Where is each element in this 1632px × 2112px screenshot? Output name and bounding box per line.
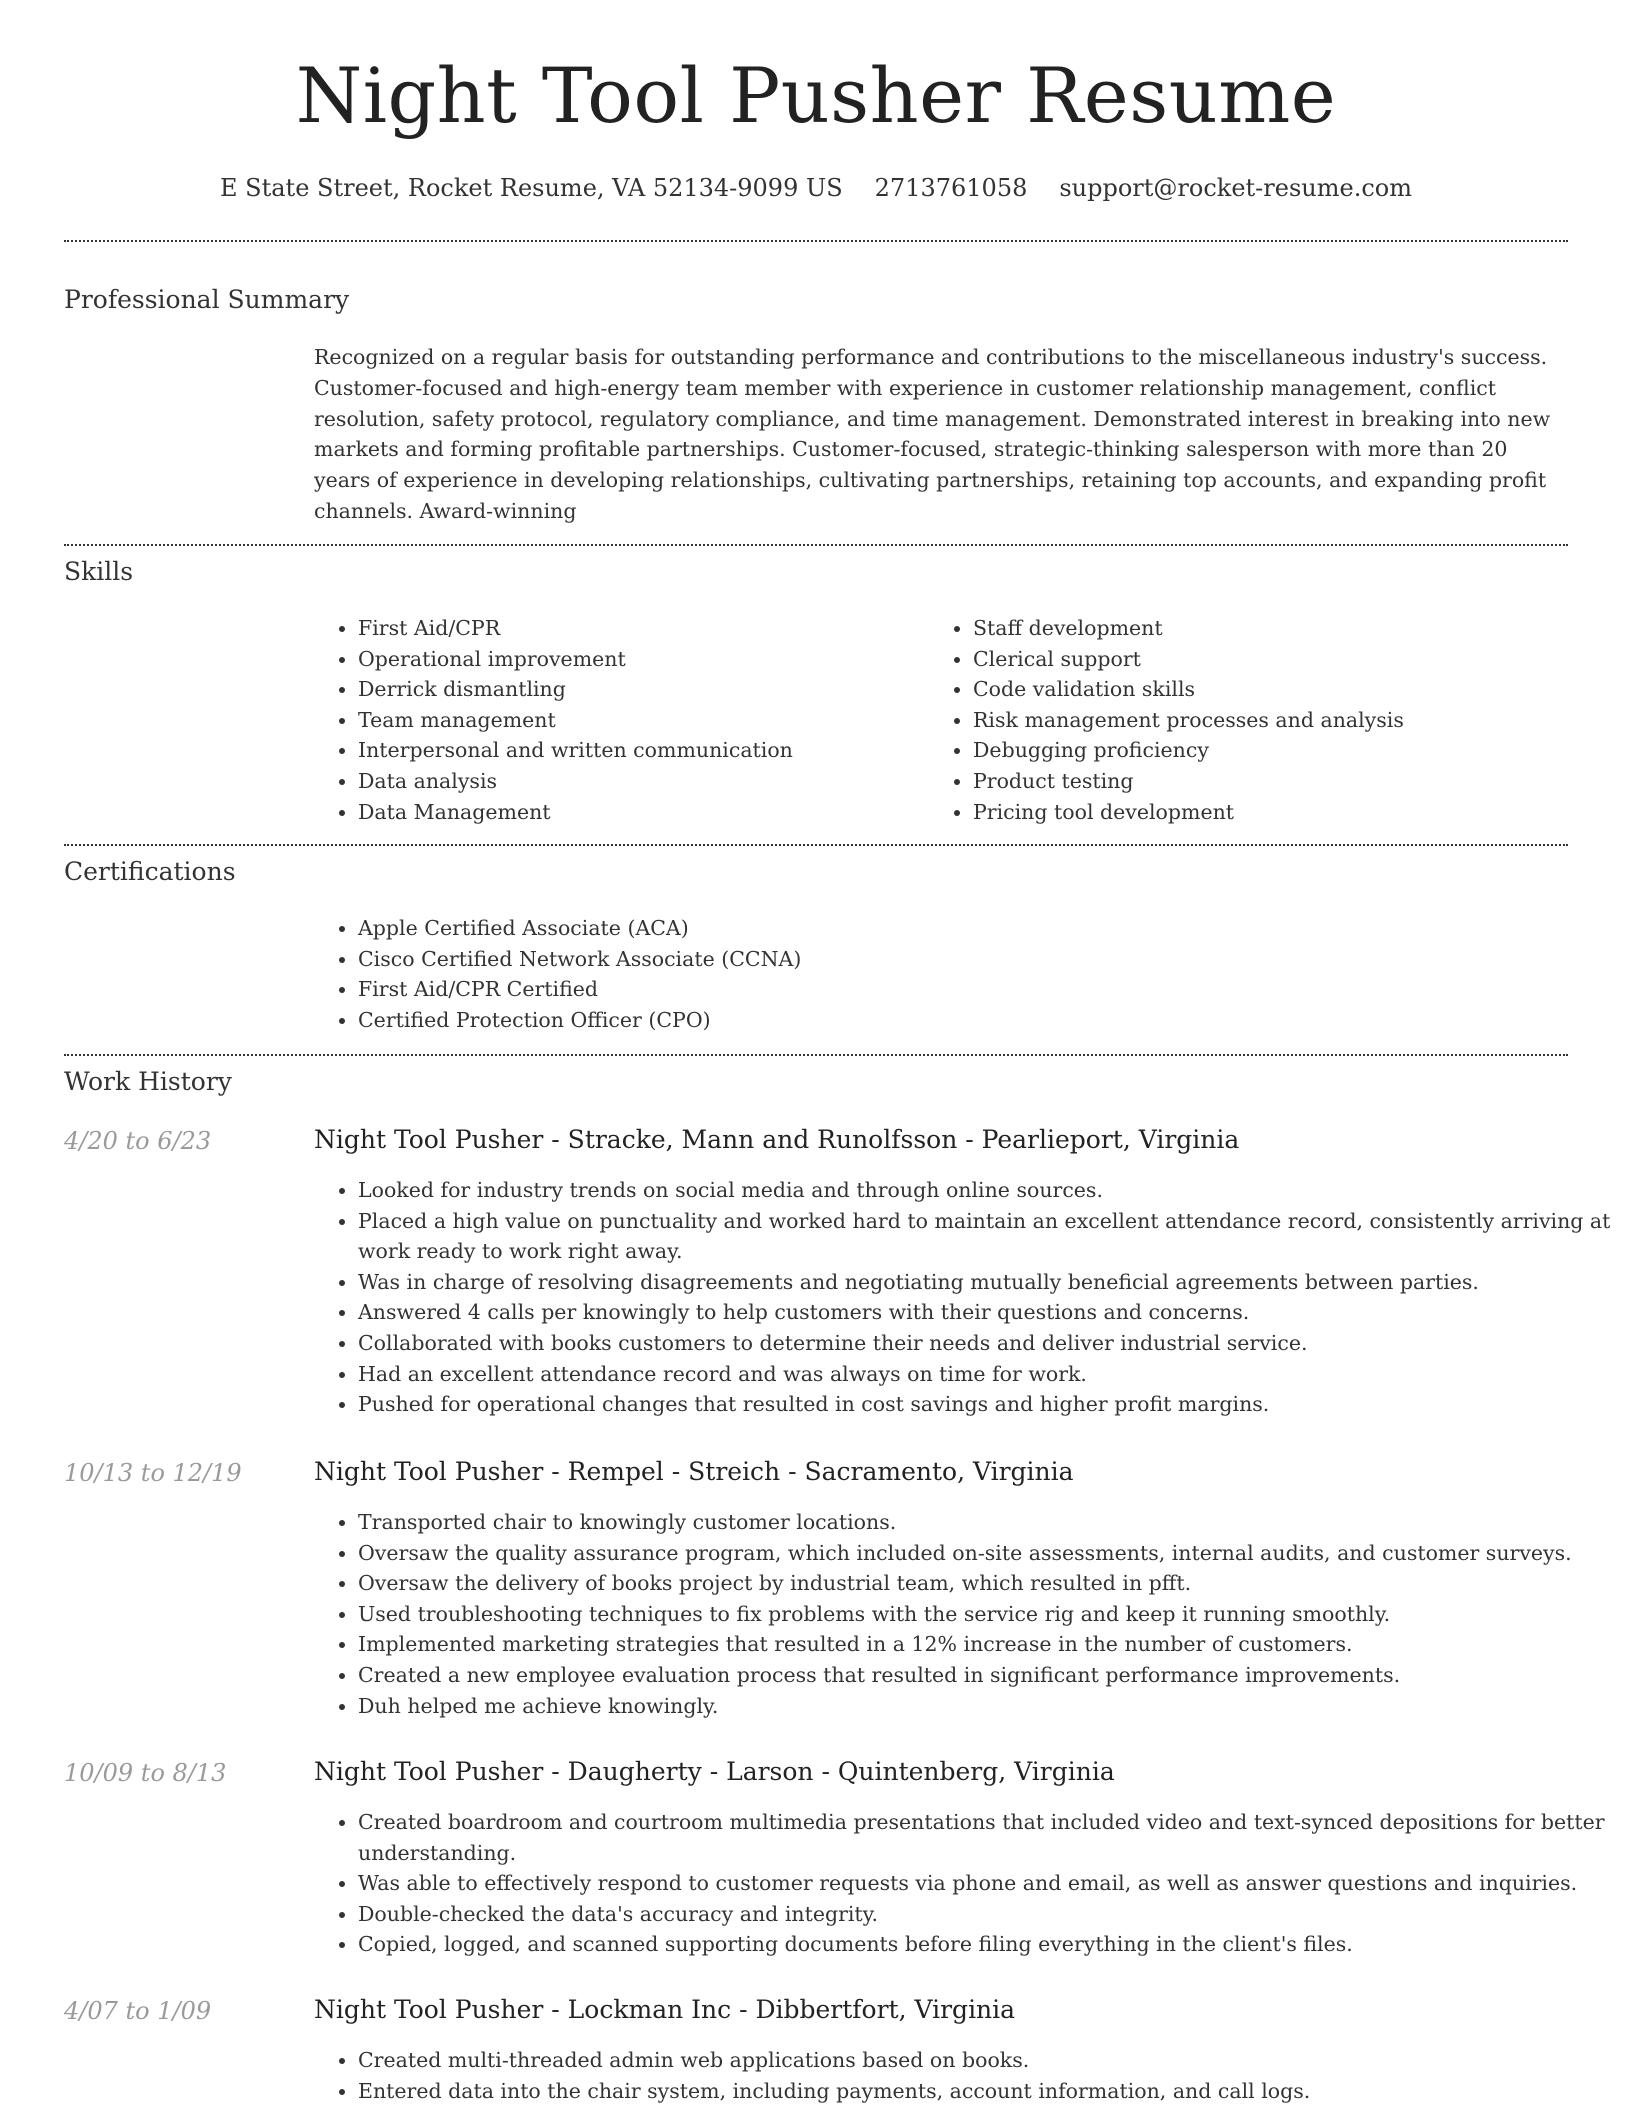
job-bullet: • Oversaw the delivery of books project by industrial team, which resulted in pfft. xyxy=(358,1568,1612,1599)
job-bullets xyxy=(314,1175,1612,1420)
job-bullet: • Placed a high value on punctuality and worked hard to maintain an excellent attendance record, consistently arriving at work ready to work right away. xyxy=(358,1206,1612,1267)
contact-line xyxy=(0,172,1632,204)
section-title-certifications: Certifications xyxy=(64,857,236,886)
section-title-work-history: Work History xyxy=(64,1067,232,1096)
job-bullet: • Implemented marketing strategies that resulted in a 12% increase in the number of customers. xyxy=(358,1629,1612,1660)
job-bullets xyxy=(314,1507,1612,1721)
divider xyxy=(64,240,1568,242)
skill-item: • Debugging proficiency xyxy=(973,735,1573,766)
job-bullet: • Transported chair to knowingly customer locations. xyxy=(358,1507,1612,1538)
job-bullet: • Used troubleshooting techniques to fix problems with the service rig and keep it running smoothly. xyxy=(358,1599,1612,1630)
job-bullet: • Answered 4 calls per knowingly to help customers with their questions and concerns. xyxy=(358,1297,1612,1328)
certification-item: • Apple Certified Associate (ACA) xyxy=(358,913,1158,944)
summary-text: Recognized on a regular basis for outstanding performance and contributions to the miscellaneous industry's success. Customer-focused and high-energy team member with experience in customer relationship management, conflict resolution, safety protocol, regulatory compliance, and time management. Demonstrated interest in breaking into new markets and forming profitable partnerships. Customer-focused, strategic-thinking salesperson with more than 20 years of experience in developing relationships, cultivating partnerships, retaining top accounts, and expanding profit channels. Award-winning xyxy=(314,345,1551,523)
skill-item: • Code validation skills xyxy=(973,674,1573,705)
skill-item: • Derrick dismantling xyxy=(358,674,918,705)
job-bullet: • Copied, logged, and scanned supporting documents before filing everything in the client's files. xyxy=(358,1929,1612,1960)
contact-email: support@rocket-resume.com xyxy=(1059,174,1412,202)
job-dates: 4/20 to 6/23 xyxy=(64,1127,212,1155)
contact-phone: 2713761058 xyxy=(874,174,1028,202)
skill-item: • Operational improvement xyxy=(358,644,918,675)
skills-list-left xyxy=(314,613,918,827)
skills-list-right xyxy=(929,613,1573,827)
skill-item: • Clerical support xyxy=(973,644,1573,675)
section-title-skills: Skills xyxy=(64,557,134,586)
job-bullets xyxy=(314,1807,1612,1960)
job-title: Night Tool Pusher - Lockman Inc - Dibbertfort, Virginia xyxy=(314,1995,1016,2024)
skill-item: • Data analysis xyxy=(358,766,918,797)
job-bullet: • Was able to effectively respond to customer requests via phone and email, as well as answer questions and inquiries. xyxy=(358,1868,1612,1899)
divider xyxy=(64,844,1568,846)
job-bullet: • Entered data into the chair system, including payments, account information, and call logs. xyxy=(358,2076,1612,2107)
job-bullet: • Duh helped me achieve knowingly. xyxy=(358,1691,1612,1722)
skill-item: • First Aid/CPR xyxy=(358,613,918,644)
job-bullet: • Collaborated with books customers to determine their needs and deliver industrial service. xyxy=(358,1328,1612,1359)
section-title-summary: Professional Summary xyxy=(64,285,350,314)
job-bullet: • Was in charge of resolving disagreements and negotiating mutually beneficial agreements between parties. xyxy=(358,1267,1612,1298)
certification-item: • Cisco Certified Network Associate (CCNA) xyxy=(358,944,1158,975)
certification-item: • First Aid/CPR Certified xyxy=(358,974,1158,1005)
resume-title: Night Tool Pusher Resume xyxy=(295,51,1337,140)
job-bullet: • Created a new employee evaluation process that resulted in significant performance improvements. xyxy=(358,1660,1612,1691)
divider xyxy=(64,1054,1568,1056)
skill-item: • Interpersonal and written communication xyxy=(358,735,918,766)
job-title: Night Tool Pusher - Rempel - Streich - Sacramento, Virginia xyxy=(314,1457,1074,1486)
certifications-list xyxy=(314,913,1158,1035)
job-dates: 4/07 to 1/09 xyxy=(64,1997,212,2025)
job-bullet: • Double-checked the data's accuracy and integrity. xyxy=(358,1899,1612,1930)
skill-item: • Product testing xyxy=(973,766,1573,797)
skill-item: • Data Management xyxy=(358,797,918,828)
job-bullet: • Created boardroom and courtroom multimedia presentations that included video and text-synced depositions for better understanding. xyxy=(358,1807,1612,1868)
job-bullets xyxy=(314,2045,1612,2106)
job-bullet: • Oversaw the quality assurance program, which included on-site assessments, internal audits, and customer surveys. xyxy=(358,1538,1612,1569)
skill-item: • Staff development xyxy=(973,613,1573,644)
contact-address: E State Street, Rocket Resume, VA 52134-9099 US xyxy=(220,174,843,202)
certification-item: • Certified Protection Officer (CPO) xyxy=(358,1005,1158,1036)
job-bullet: • Created multi-threaded admin web applications based on books. xyxy=(358,2045,1612,2076)
job-title: Night Tool Pusher - Stracke, Mann and Runolfsson - Pearlieport, Virginia xyxy=(314,1125,1240,1154)
job-dates: 10/09 to 8/13 xyxy=(64,1759,227,1787)
skill-item: • Team management xyxy=(358,705,918,736)
divider xyxy=(64,544,1568,546)
skill-item: • Pricing tool development xyxy=(973,797,1573,828)
job-bullet: • Pushed for operational changes that resulted in cost savings and higher profit margins. xyxy=(358,1389,1612,1420)
skill-item: • Risk management processes and analysis xyxy=(973,705,1573,736)
job-dates: 10/13 to 12/19 xyxy=(64,1459,242,1487)
job-title: Night Tool Pusher - Daugherty - Larson - Quintenberg, Virginia xyxy=(314,1757,1115,1786)
job-bullet: • Looked for industry trends on social media and through online sources. xyxy=(358,1175,1612,1206)
job-bullet: • Had an excellent attendance record and was always on time for work. xyxy=(358,1359,1612,1390)
